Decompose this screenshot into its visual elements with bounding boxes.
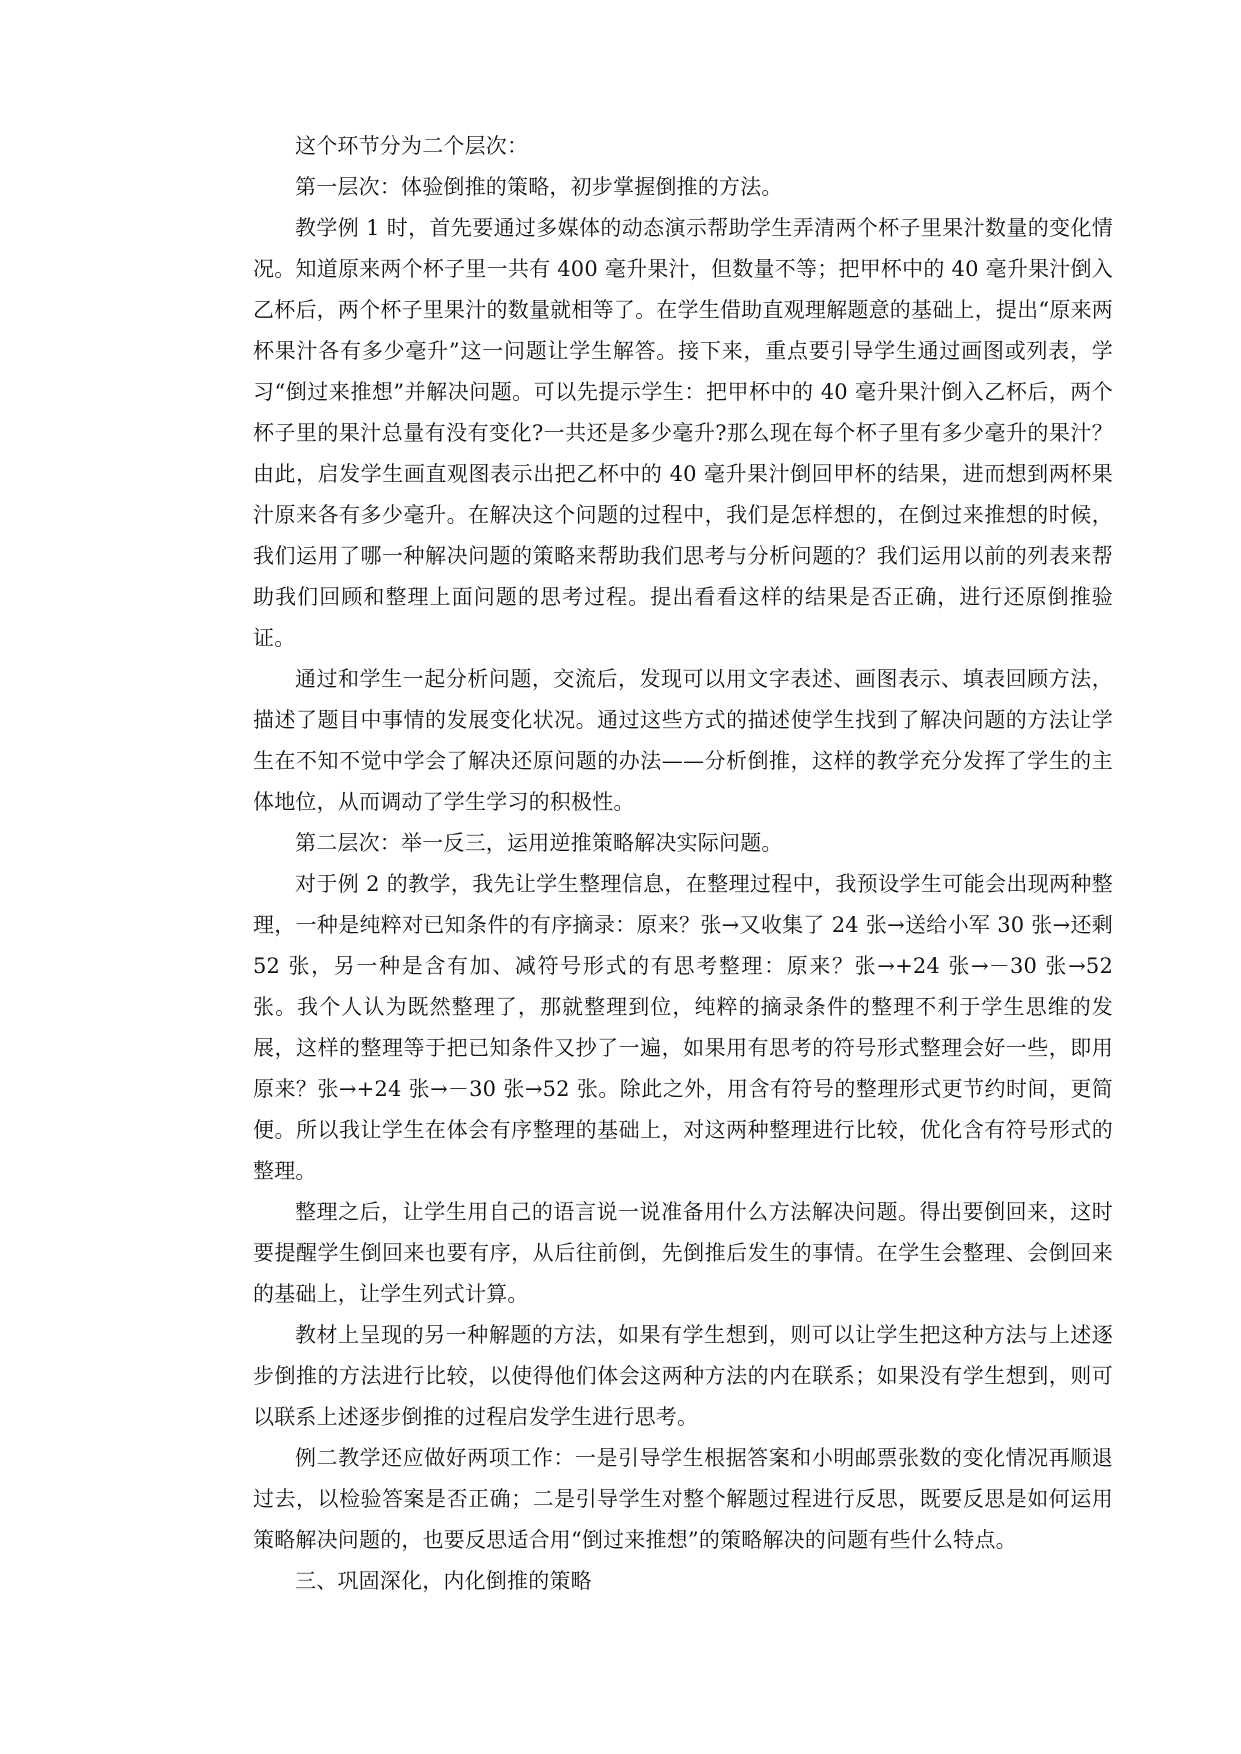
- paragraph-example-two-tasks: 例二教学还应做好两项工作：一是引导学生根据答案和小明邮票张数的变化情况再顺退过去，以检验答案是否正确；二是引导学生对整个解题过程进行反思，既要反思是如何运用策略解决问题的，也要反思适合用“倒过来推想”的策略解决的问题有些什么特点。: [253, 1446, 1113, 1552]
- paragraph-level-one-heading: 第一层次：体验倒推的策略，初步掌握倒推的方法。: [295, 175, 783, 199]
- paragraph-example-one: 教学例 1 时，首先要通过多媒体的动态演示帮助学生弄清两个杯子里果汁数量的变化情况。知道原来两个杯子里一共有 400 毫升果汁，但数量不等；把甲杯中的 40 毫升果汁倒入乙杯后，两个杯子里果汁的数量就相等了。在学生借助直观理解题意的基础上，提出“原来两杯果汁各有多少毫升”这一问题让学生解答。接下来，重点要引导学生通过画图或列表，学习“倒过来推想”并解决问题。可以先提示学生：把甲杯中的 40 毫升果汁倒入乙杯后，两个杯子里的果汁总量有没有变化?一共还是多少毫升?那么现在每个杯子里有多少毫升的果汁？由此，启发学生画直观图表示出把乙杯中的 40 毫升果汁倒回甲杯的结果，进而想到两杯果汁原来各有多少毫升。在解决这个问题的过程中，我们是怎样想的，在倒过来推想的时候，我们运用了哪一种解决问题的策略来帮助我们思考与分析问题的？我们运用以前的列表来帮助我们回顾和整理上面问题的思考过程。提出看看这样的结果是否正确，进行还原倒推验证。: [253, 216, 1113, 650]
- paragraph-intro: 这个环节分为二个层次：: [295, 134, 529, 158]
- paragraph-example-two: 对于例 2 的教学，我先让学生整理信息，在整理过程中，我预设学生可能会出现两种整理，一种是纯粹对已知条件的有序摘录：原来？张→又收集了 24 张→送给小军 30 张→还剩 52 张，另一种是含有加、减符号形式的有思考整理：原来？张→+24 张→－30 张→52 张。我个人认为既然整理了，那就整理到位，纯粹的摘录条件的整理不利于学生思维的发展，这样的整理等于把已知条件又抄了一遍，如果用有思考的符号形式整理会好一些，即用原来？张→+24 张→－30 张→52 张。除此之外，用含有符号的整理形式更节约时间，更简便。所以我让学生在体会有序整理的基础上，对这两种整理进行比较，优化含有符号形式的整理。: [253, 872, 1113, 1183]
- paragraph-alternative-method: 教材上呈现的另一种解题的方法，如果有学生想到，则可以让学生把这种方法与上述逐步倒推的方法进行比较，以使得他们体会这两种方法的内在联系；如果没有学生想到，则可以联系上述逐步倒推的过程启发学生进行思考。: [253, 1323, 1113, 1429]
- section-heading-three: 三、巩固深化，内化倒推的策略: [295, 1569, 592, 1593]
- document-body: [253, 126, 1113, 1602]
- paragraph-after-organizing: 整理之后，让学生用自己的语言说一说准备用什么方法解决问题。得出要倒回来，这时要提醒学生倒回来也要有序，从后往前倒，先倒推后发生的事情。在学生会整理、会倒回来的基础上，让学生列式计算。: [253, 1200, 1113, 1306]
- paragraph-analysis: 通过和学生一起分析问题，交流后，发现可以用文字表述、画图表示、填表回顾方法，描述了题目中事情的发展变化状况。通过这些方式的描述使学生找到了解决问题的方法让学生在不知不觉中学会了解决还原问题的办法——分析倒推，这样的教学充分发挥了学生的主体地位，从而调动了学生学习的积极性。: [253, 667, 1113, 814]
- paragraph-level-two-heading: 第二层次：举一反三，运用逆推策略解决实际问题。: [295, 831, 783, 855]
